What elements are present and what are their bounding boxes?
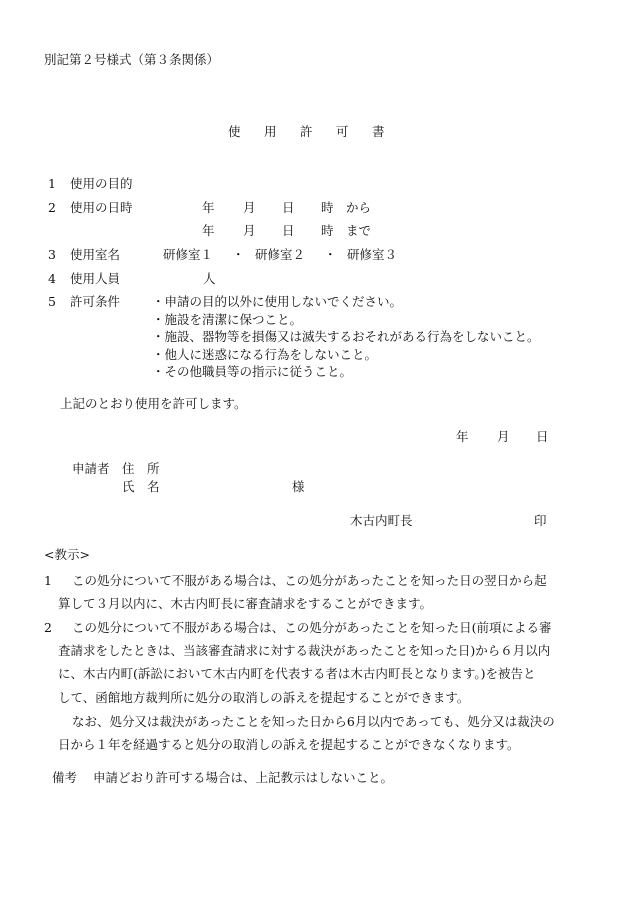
day-label: 日 [282, 200, 295, 215]
year-label: 年 [202, 223, 215, 238]
purpose-label: 使用の目的 [70, 176, 133, 191]
item-number: 3 [48, 247, 56, 262]
item-number: 5 [48, 294, 56, 309]
condition-item: ・申請の目的以外に使用しないでください。 [152, 294, 403, 309]
kyoji-item-number: 1 [44, 573, 52, 588]
title-char: 許 [300, 124, 313, 139]
document-title [228, 126, 385, 139]
item-number: 4 [48, 271, 56, 286]
seal-mark: 印 [534, 513, 547, 528]
kyoji-item-number: 2 [44, 620, 52, 635]
room-separator: ・ [232, 247, 245, 262]
kyoji-heading: <教示> [44, 547, 90, 562]
month-label: 月 [243, 200, 256, 215]
permit-statement: 上記のとおり使用を許可します。 [60, 396, 247, 411]
room-separator: ・ [324, 247, 337, 262]
kyoji-item2-line: なお、処分又は裁決があったことを知った日から6月以内であっても、処分又は裁決の [72, 714, 555, 729]
datetime-label: 使用の日時 [70, 200, 133, 215]
title-char: 使 [228, 124, 241, 139]
title-char: 可 [336, 124, 349, 139]
kyoji-item2-line: この処分について不服がある場合は、この処分があったことを知った日(前項による審 [72, 620, 552, 635]
year-label: 年 [456, 429, 469, 444]
people-label: 使用人員 [70, 271, 121, 286]
kyoji-item2-line: に、木古内町(訴訟において木古内町を代表する者は木古内町長となります。)を被告と [58, 666, 536, 681]
form-label: 別記第２号様式（第３条関係） [44, 52, 220, 67]
remarks-text: 申請どおり許可する場合は、上記教示はしないこと。 [93, 770, 394, 785]
applicant-label: 申請者 [72, 461, 110, 476]
room-label: 使用室名 [70, 247, 121, 262]
day-label: 日 [536, 429, 549, 444]
address-label: 住 所 [122, 461, 160, 476]
name-label: 氏 名 [122, 479, 160, 494]
kyoji-item2-line: して、函館地方裁判所に処分の取消しの訴えを提起することができます。 [58, 690, 470, 705]
kyoji-item2-line: 査請求をしたときは、当該審査請求に対する裁決があったことを知った日)から６月以内 [58, 643, 551, 658]
item-number: 1 [48, 176, 56, 191]
month-label: 月 [497, 429, 510, 444]
from-label: から [346, 200, 372, 215]
kyoji-item1-line: 算して３月以内に、木古内町長に審査請求をすることができます。 [58, 596, 433, 611]
conditions-list [152, 296, 540, 384]
room-option-2: 研修室２ [255, 247, 306, 262]
remarks-label: 備考 [52, 770, 78, 785]
day-label: 日 [282, 223, 295, 238]
title-char: 用 [264, 124, 277, 139]
year-label: 年 [202, 200, 215, 215]
conditions-label: 許可条件 [70, 294, 121, 309]
item-number: 2 [48, 200, 56, 215]
condition-item: ・施設を清潔に保つこと。 [152, 311, 303, 327]
people-unit: 人 [203, 271, 216, 286]
condition-item: ・他人に迷惑になる行為をしないこと。 [152, 346, 378, 362]
kyoji-item1-line: この処分について不服がある場合は、この処分があったことを知った日の翌日から起 [72, 573, 547, 588]
hour-label: 時 [321, 223, 334, 238]
hour-label: 時 [321, 200, 334, 215]
kyoji-item2-line: 日から１年を経過すると処分の取消しの訴えを提起することができなくなります。 [58, 737, 520, 752]
issuer-name: 木古内町長 [350, 513, 413, 528]
honorific-label: 様 [292, 479, 305, 494]
room-option-1: 研修室１ [163, 247, 214, 262]
month-label: 月 [243, 223, 256, 238]
until-label: まで [346, 223, 372, 238]
title-char: 書 [372, 124, 385, 139]
condition-item: ・施設、器物等を損傷又は滅失するおそれがある行為をしないこと。 [152, 329, 540, 344]
condition-item: ・その他職員等の指示に従うこと。 [152, 364, 353, 379]
room-option-3: 研修室３ [347, 247, 398, 262]
